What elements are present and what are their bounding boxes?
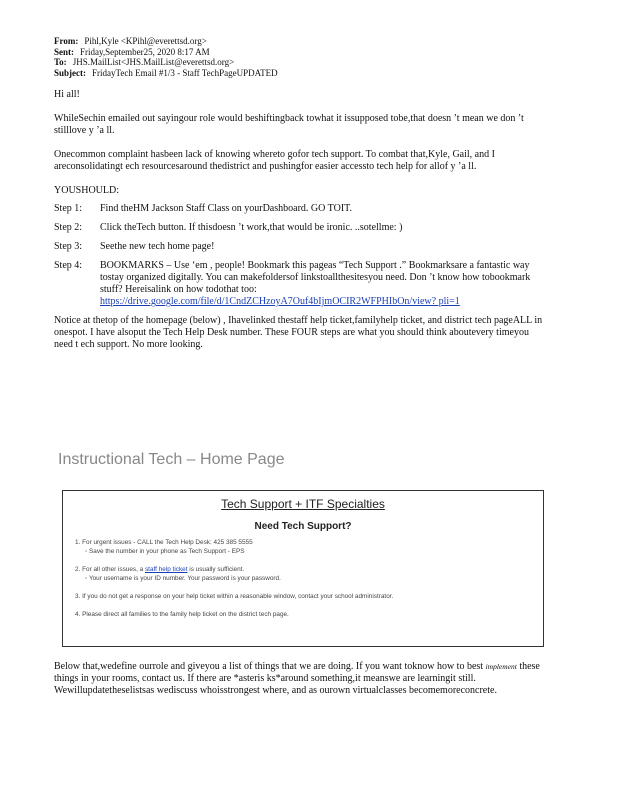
step-item <box>54 260 544 308</box>
from-label: From: <box>54 36 79 46</box>
bookmark-help-link[interactable]: https://drive.google.com/file/d/1CndZCHzoyA7Ouf4bIjmOCIR2WFPHIbOn/view? pli=1 <box>100 296 460 307</box>
paragraph-intro: WhileSechin emailed out sayingour role would beshiftingback towhat it issupposed tobe,that doesn ’t mean we don ’t stilllove y ’a ll. <box>54 113 524 136</box>
box-subtitle: Need Tech Support? <box>254 521 352 532</box>
step-text: Find theHM Jackson Staff Class on yourDashboard. GO TOIT. <box>100 203 353 214</box>
closing-text-a: Below that,wedefine ourrole and giveyou a list of things that we are doing. If you want toknow how to best <box>54 661 484 672</box>
step-item <box>54 241 544 253</box>
support-item <box>75 592 543 601</box>
box-items <box>63 538 543 619</box>
tech-support-box <box>62 490 544 647</box>
closing-text-b: these things in your rooms, contact us. If there are *asteris ks*around something,it meanswe are learningit still. Wewillupdatetheselistsas wediscuss whoisstrongest where, and as ourown virtualclasses becomemoreconcrete. <box>54 661 540 696</box>
support-item-text: 4. Please direct all families to the family help ticket on the district tech page. <box>75 611 289 618</box>
paragraph-complaint: Onecommon complaint hasbeen lack of knowing whereto gofor tech support. To combat that,Kyle, Gail, and I areconsolidatingt ech resourcesaround thedistrict and pushingfor easier accessto tech help for allof y ’a ll. <box>54 149 495 172</box>
support-item <box>75 538 543 556</box>
step-item <box>54 203 544 215</box>
sent-label: Sent: <box>54 46 74 57</box>
support-item-text: 1. For urgent issues - CALL the Tech Help Desk: 425 385 5555 <box>75 539 253 546</box>
support-item-text: 3. If you do not get a response on your help ticket within a reasonable window, contact your school administrator. <box>75 593 394 600</box>
step-number: Step 2: <box>54 222 83 233</box>
greeting: Hi all! <box>54 89 80 100</box>
homepage-heading: Instructional Tech – Home Page <box>58 451 285 468</box>
support-item-text: 2. For all other issues, a <box>75 566 145 573</box>
steps-list <box>54 203 544 308</box>
staff-help-ticket-link[interactable]: staff help ticket <box>144 566 188 573</box>
sent-value: Friday,September25, 2020 8:17 AM <box>80 46 210 57</box>
email-document <box>54 36 544 351</box>
implement-word: implement <box>485 662 517 671</box>
step-number: Step 1: <box>54 203 83 214</box>
support-item-text: is usually sufficient. <box>187 566 245 573</box>
support-item <box>75 610 543 619</box>
step-number: Step 3: <box>54 241 83 252</box>
step-text: Click theTech button. If thisdoesn ’t work,that would be ironic. ..sotellme: ) <box>100 222 403 233</box>
from-value: Pihl,Kyle <KPihl@everettsd.org> <box>84 36 207 46</box>
to-value: JHS.MailList<JHS.MailList@everettsd.org> <box>72 57 235 67</box>
subject-value: FridayTech Email #1/3 - Staff TechPageUPDATED <box>92 67 278 78</box>
you-should-heading: YOUSHOULD: <box>54 185 119 196</box>
step-item <box>54 222 544 234</box>
step-text: BOOKMARKS – Use ‘em , people! Bookmark this pageas “Tech Support .” Bookmarksare a fantastic way tostay organized digitally. You can makefoldersof linkstoallthesitesyou need. Don ’t know how tobookmark stuff? Hereisalink on how todothat too: <box>100 260 531 295</box>
step-number: Step 4: <box>54 260 83 271</box>
step-text: Seethe new tech home page! <box>100 241 215 252</box>
paragraph-closing <box>54 661 544 697</box>
support-subitem: ◦ Your username is your ID number. Your password is your password. <box>75 574 543 583</box>
support-subitem: ◦ Save the number in your phone as Tech Support - EPS <box>75 547 543 556</box>
to-label: To: <box>54 57 67 67</box>
support-item <box>75 565 543 583</box>
subject-label: Subject: <box>54 67 86 78</box>
email-header <box>54 36 544 78</box>
box-title: Tech Support + ITF Specialties <box>221 497 385 511</box>
paragraph-notice: Notice at thetop of the homepage (below) , Ihavelinked thestaff help ticket,familyhelp ticket, and district tech pageALL in onespot. I have alsoput the Tech Help Desk number. These FOUR steps are what you should think aboutevery timeyou need t ech support. No more looking. <box>54 315 543 350</box>
